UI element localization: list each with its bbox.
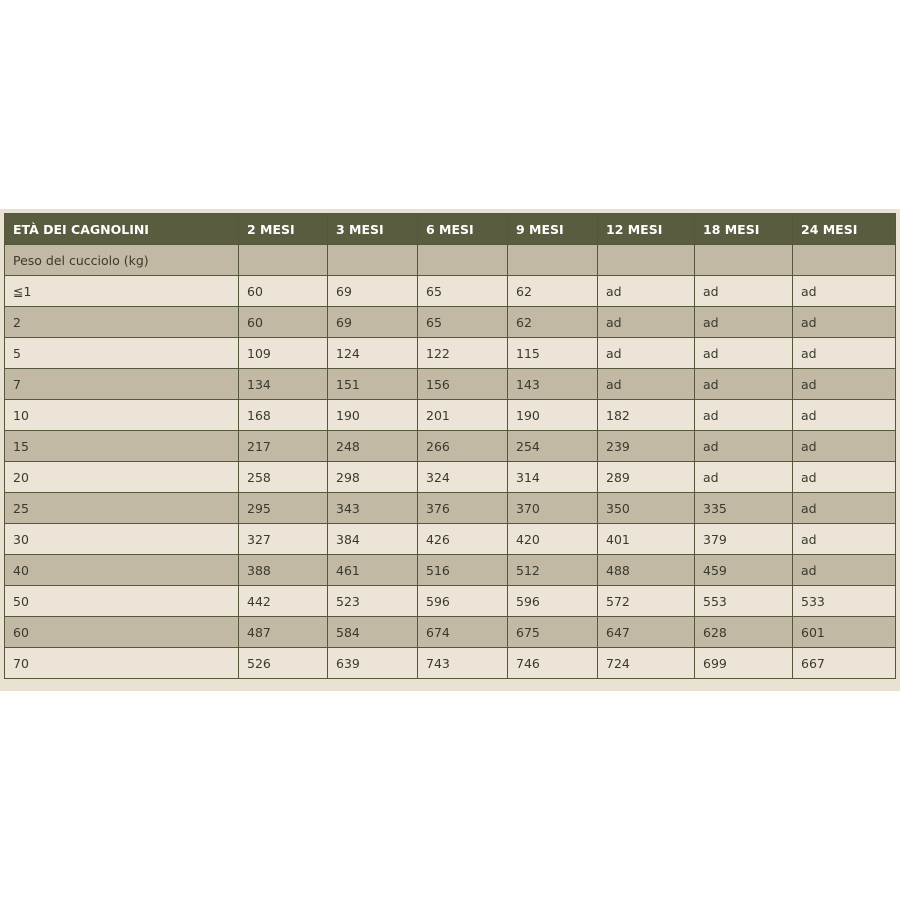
grams-cell: 426 [418, 524, 508, 555]
weight-cell: 15 [5, 431, 239, 462]
weight-cell: 60 [5, 617, 239, 648]
grams-cell: 65 [418, 307, 508, 338]
subheader-cell [508, 245, 598, 276]
grams-cell: 628 [695, 617, 793, 648]
grams-cell: ad [793, 369, 896, 400]
grams-cell: 350 [598, 493, 695, 524]
grams-cell: ad [793, 462, 896, 493]
grams-cell: 327 [239, 524, 328, 555]
table-row [5, 431, 896, 462]
grams-cell: 295 [239, 493, 328, 524]
grams-cell: 596 [508, 586, 598, 617]
grams-cell: 370 [508, 493, 598, 524]
grams-cell: ad [793, 555, 896, 586]
header-row [5, 214, 896, 245]
grams-cell: 258 [239, 462, 328, 493]
grams-cell: ad [793, 338, 896, 369]
grams-cell: 124 [328, 338, 418, 369]
weight-cell: 30 [5, 524, 239, 555]
grams-cell: 201 [418, 400, 508, 431]
weight-cell: 7 [5, 369, 239, 400]
grams-cell: 743 [418, 648, 508, 679]
grams-cell: 134 [239, 369, 328, 400]
grams-cell: 190 [508, 400, 598, 431]
grams-cell: 533 [793, 586, 896, 617]
grams-cell: 60 [239, 307, 328, 338]
grams-cell: 601 [793, 617, 896, 648]
table-row [5, 462, 896, 493]
grams-cell: 675 [508, 617, 598, 648]
table-row [5, 276, 896, 307]
grams-cell: 461 [328, 555, 418, 586]
grams-cell: 182 [598, 400, 695, 431]
grams-cell: 156 [418, 369, 508, 400]
grams-cell: 190 [328, 400, 418, 431]
table-row [5, 648, 896, 679]
header-cell: 2 MESI [239, 214, 328, 245]
grams-cell: 746 [508, 648, 598, 679]
grams-cell: 248 [328, 431, 418, 462]
grams-cell: 335 [695, 493, 793, 524]
grams-cell: 512 [508, 555, 598, 586]
grams-cell: ad [793, 276, 896, 307]
table-row [5, 369, 896, 400]
grams-cell: 69 [328, 276, 418, 307]
grams-cell: 526 [239, 648, 328, 679]
weight-cell: 70 [5, 648, 239, 679]
grams-cell: 343 [328, 493, 418, 524]
grams-cell: ad [793, 431, 896, 462]
grams-cell: ad [598, 369, 695, 400]
grams-cell: 266 [418, 431, 508, 462]
grams-cell: 724 [598, 648, 695, 679]
grams-cell: ad [598, 276, 695, 307]
grams-cell: 324 [418, 462, 508, 493]
grams-cell: ad [695, 400, 793, 431]
grams-cell: ad [793, 400, 896, 431]
grams-cell: 109 [239, 338, 328, 369]
grams-cell: 217 [239, 431, 328, 462]
grams-cell: 62 [508, 307, 598, 338]
table-row [5, 617, 896, 648]
grams-cell: 487 [239, 617, 328, 648]
grams-cell: 572 [598, 586, 695, 617]
grams-cell: 420 [508, 524, 598, 555]
grams-cell: ad [598, 307, 695, 338]
grams-cell: 379 [695, 524, 793, 555]
table-row [5, 493, 896, 524]
subheader-cell [418, 245, 508, 276]
grams-cell: ad [695, 307, 793, 338]
table-row [5, 338, 896, 369]
grams-cell: 239 [598, 431, 695, 462]
subheader-cell [328, 245, 418, 276]
grams-cell: 584 [328, 617, 418, 648]
weight-cell: 40 [5, 555, 239, 586]
table-row [5, 524, 896, 555]
table-row [5, 400, 896, 431]
subheader-cell [598, 245, 695, 276]
grams-cell: 384 [328, 524, 418, 555]
grams-cell: ad [793, 524, 896, 555]
grams-cell: 143 [508, 369, 598, 400]
grams-cell: 488 [598, 555, 695, 586]
grams-cell: 639 [328, 648, 418, 679]
subheader-row [5, 245, 896, 276]
grams-cell: 674 [418, 617, 508, 648]
grams-cell: 388 [239, 555, 328, 586]
header-cell: 9 MESI [508, 214, 598, 245]
grams-cell: 699 [695, 648, 793, 679]
header-cell: 18 MESI [695, 214, 793, 245]
grams-cell: ad [598, 338, 695, 369]
header-cell-age: ETÀ DEI CAGNOLINI [5, 214, 239, 245]
grams-cell: 62 [508, 276, 598, 307]
table-row [5, 586, 896, 617]
grams-cell: 151 [328, 369, 418, 400]
grams-cell: ad [695, 338, 793, 369]
grams-cell: 122 [418, 338, 508, 369]
grams-cell: ad [793, 307, 896, 338]
grams-cell: 69 [328, 307, 418, 338]
weight-cell: 20 [5, 462, 239, 493]
grams-cell: 516 [418, 555, 508, 586]
table-row [5, 555, 896, 586]
grams-cell: 115 [508, 338, 598, 369]
grams-cell: 65 [418, 276, 508, 307]
grams-cell: 459 [695, 555, 793, 586]
subheader-cell [695, 245, 793, 276]
grams-cell: ad [695, 462, 793, 493]
grams-cell: 298 [328, 462, 418, 493]
grams-cell: 60 [239, 276, 328, 307]
grams-cell: 314 [508, 462, 598, 493]
grams-cell: 442 [239, 586, 328, 617]
subheader-cell-weight: Peso del cucciolo (kg) [5, 245, 239, 276]
weight-cell: 25 [5, 493, 239, 524]
header-cell: 3 MESI [328, 214, 418, 245]
grams-cell: 647 [598, 617, 695, 648]
grams-cell: 523 [328, 586, 418, 617]
grams-cell: 596 [418, 586, 508, 617]
header-cell: 6 MESI [418, 214, 508, 245]
header-cell: 24 MESI [793, 214, 896, 245]
subheader-cell [793, 245, 896, 276]
grams-cell: ad [695, 369, 793, 400]
grams-cell: 667 [793, 648, 896, 679]
header-cell: 12 MESI [598, 214, 695, 245]
weight-cell: 10 [5, 400, 239, 431]
weight-cell: ≦1 [5, 276, 239, 307]
grams-cell: ad [793, 493, 896, 524]
grams-cell: ad [695, 276, 793, 307]
grams-cell: 376 [418, 493, 508, 524]
grams-cell: ad [695, 431, 793, 462]
subheader-cell [239, 245, 328, 276]
grams-cell: 553 [695, 586, 793, 617]
weight-cell: 2 [5, 307, 239, 338]
table-row [5, 307, 896, 338]
grams-cell: 289 [598, 462, 695, 493]
weight-cell: 50 [5, 586, 239, 617]
grams-cell: 401 [598, 524, 695, 555]
feeding-table [4, 213, 896, 679]
weight-cell: 5 [5, 338, 239, 369]
grams-cell: 254 [508, 431, 598, 462]
grams-cell: 168 [239, 400, 328, 431]
